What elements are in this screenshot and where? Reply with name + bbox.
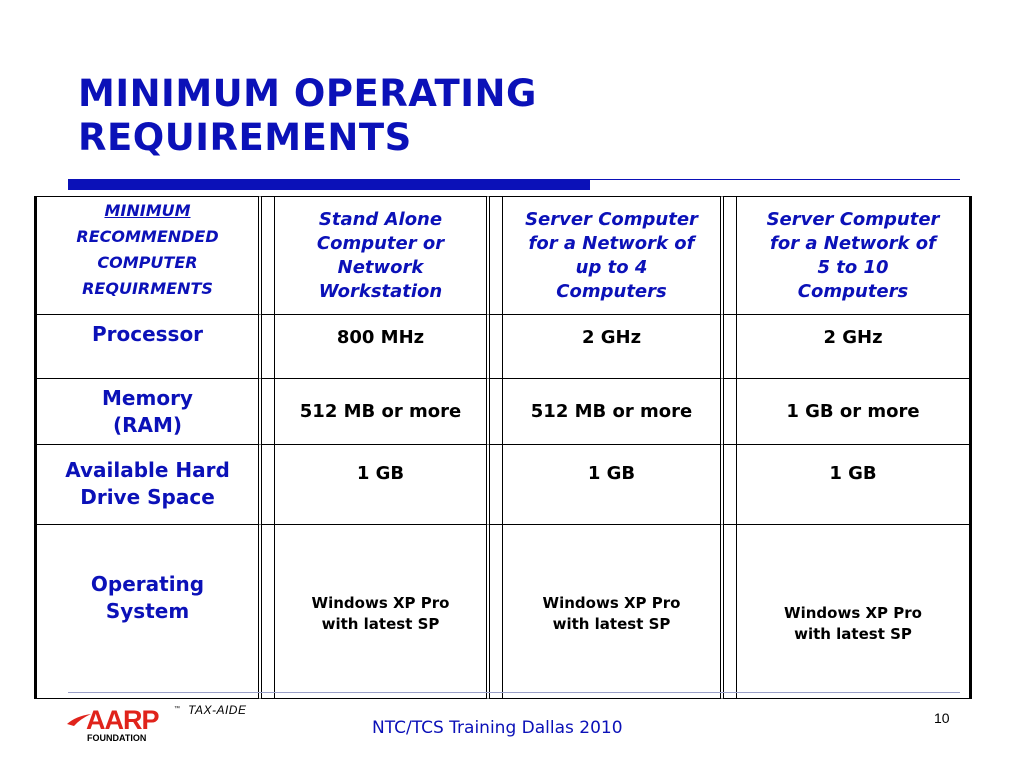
table-row [34, 378, 972, 444]
os-value-line: Windows XP Pro [542, 594, 681, 612]
header-line: COMPUTER [97, 253, 198, 272]
row-label-hard-drive [34, 444, 258, 524]
header-row [34, 196, 972, 314]
header-line: Server Computer [525, 208, 698, 230]
header-cell-requirements [34, 196, 258, 314]
os-value-line: with latest SP [552, 615, 671, 633]
table-cell [502, 524, 720, 699]
header-cell-stand-alone [274, 196, 486, 314]
row-label-processor [34, 314, 258, 378]
row-label-line: Available Hard [65, 458, 230, 482]
title-line-2: REQUIREMENTS [78, 116, 412, 159]
logo-program: TAX-AIDE [188, 703, 247, 717]
row-label-line: Operating [90, 572, 205, 596]
table-cell: 512 MB or more [502, 378, 720, 444]
table-cell [736, 524, 972, 699]
header-line: Network [337, 256, 424, 278]
title-line-1: MINIMUM OPERATING [78, 72, 537, 115]
footer-text: NTC/TCS Training Dallas 2010 [372, 718, 623, 738]
header-line: 5 to 10 [817, 256, 889, 278]
row-label-line: Drive Space [80, 485, 215, 509]
header-cell-server-4 [502, 196, 720, 314]
header-line: up to 4 [575, 256, 648, 278]
column-gap [486, 444, 502, 524]
column-gap [720, 314, 736, 378]
table-row [34, 524, 972, 699]
header-cell-server-10 [736, 196, 972, 314]
row-label-line: Processor [91, 322, 204, 346]
column-gap [486, 196, 502, 314]
header-line: for a Network of [770, 232, 936, 254]
logo-trademark: ™ [174, 706, 180, 712]
os-value-line: Windows XP Pro [784, 604, 922, 622]
row-label-operating-system [34, 524, 258, 699]
table-cell: 1 GB [502, 444, 720, 524]
header-line: MINIMUM [104, 201, 191, 220]
column-gap [720, 378, 736, 444]
header-line: Stand Alone [318, 208, 443, 230]
title-underline-thick [68, 179, 590, 190]
page-number: 10 [934, 710, 950, 726]
row-label-line: (RAM) [112, 413, 183, 437]
column-gap [258, 524, 274, 699]
table-cell: 512 MB or more [274, 378, 486, 444]
table-cell: 1 GB [736, 444, 972, 524]
aarp-foundation-logo [66, 700, 276, 750]
header-line: Server Computer [766, 208, 940, 230]
slide-title [78, 72, 537, 160]
table-cell: 2 GHz [736, 314, 972, 378]
column-gap [486, 314, 502, 378]
column-gap [720, 444, 736, 524]
column-gap [258, 314, 274, 378]
header-line: for a Network of [528, 232, 695, 254]
column-gap [258, 196, 274, 314]
row-label-memory [34, 378, 258, 444]
header-line: Workstation [318, 280, 443, 302]
header-line: Computers [556, 280, 667, 302]
requirements-table [34, 196, 972, 699]
os-value-line: Windows XP Pro [311, 594, 450, 612]
logo-subtitle: FOUNDATION [87, 733, 147, 743]
title-underline-thin [590, 179, 960, 180]
column-gap [720, 196, 736, 314]
table-cell: 800 MHz [274, 314, 486, 378]
table-cell: 1 GB or more [736, 378, 972, 444]
header-line: REQUIRMENTS [82, 279, 213, 298]
table-cell: 2 GHz [502, 314, 720, 378]
header-line: RECOMMENDED [76, 227, 219, 246]
footer-divider [68, 692, 960, 693]
table-row [34, 314, 972, 378]
column-gap [258, 444, 274, 524]
column-gap [486, 524, 502, 699]
table-cell: 1 GB [274, 444, 486, 524]
row-label-line: Memory [102, 386, 193, 410]
logo-brand: AARP [86, 705, 159, 735]
table-row [34, 444, 972, 524]
os-value-line: with latest SP [321, 615, 440, 633]
column-gap [720, 524, 736, 699]
header-line: Computer or [316, 232, 445, 254]
column-gap [258, 378, 274, 444]
row-label-line: System [105, 599, 190, 623]
os-value-line: with latest SP [794, 625, 912, 643]
table-cell [274, 524, 486, 699]
column-gap [486, 378, 502, 444]
header-line: Computers [797, 280, 909, 302]
